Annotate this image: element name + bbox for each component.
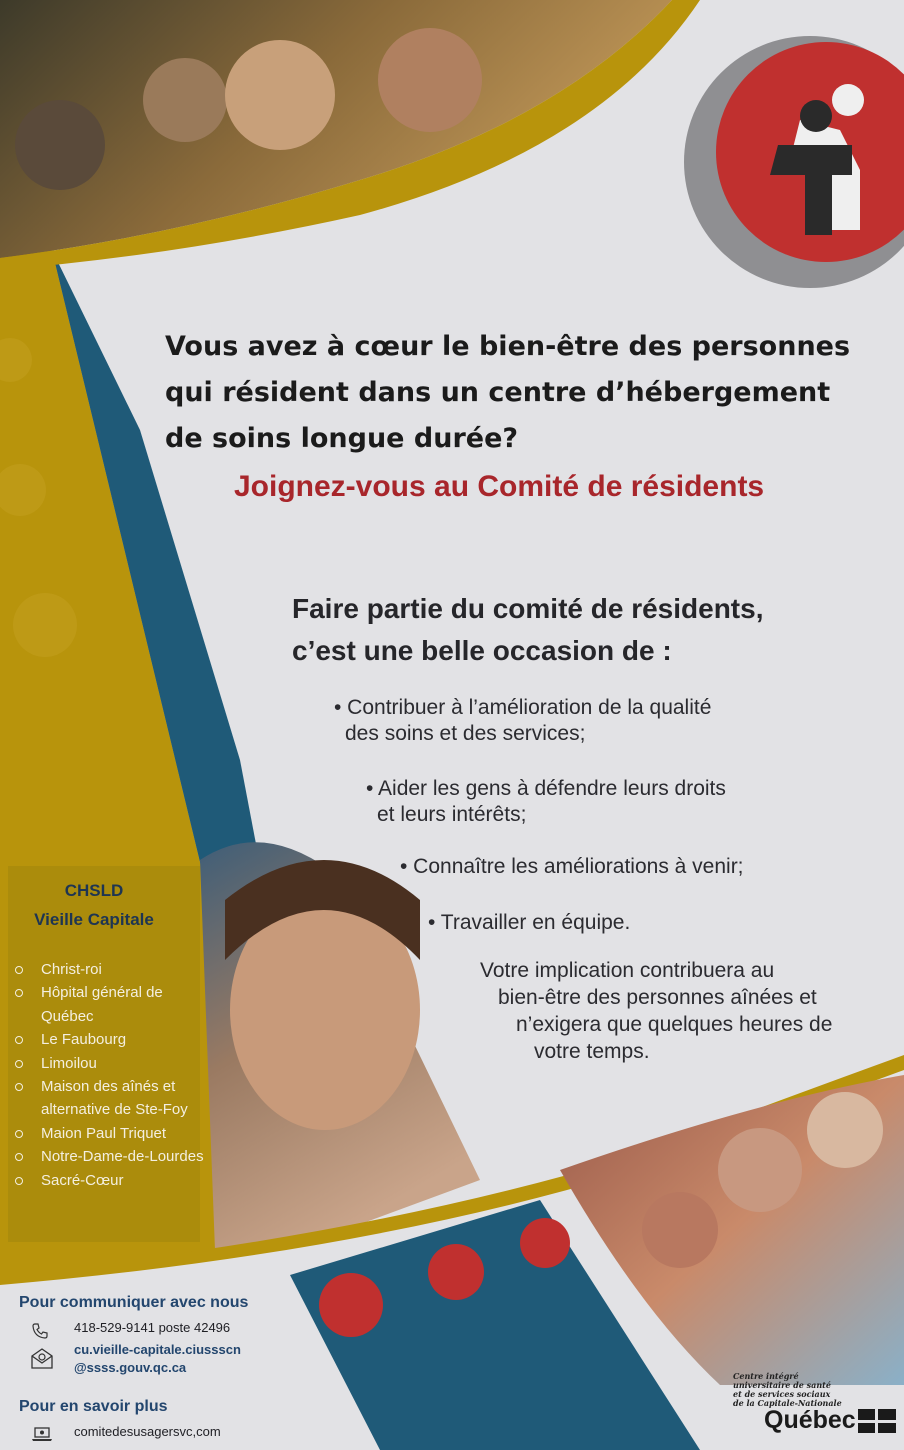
- site-item: Hôpital général de Québec: [14, 981, 204, 1028]
- email-icon: [30, 1346, 54, 1370]
- ring-bullet-icon: [15, 1060, 23, 1068]
- headline-line-1: Vous avez à cœur le bien-être des personnes: [165, 331, 851, 362]
- bullet-line: • Travailler en équipe.: [428, 911, 631, 934]
- email-line-1: cu.vieille-capitale.ciussscn: [74, 1342, 241, 1357]
- email-line-2: @ssss.gouv.qc.ca: [74, 1360, 187, 1375]
- subheading-line-1: Faire partie du comité de résidents,: [292, 593, 764, 624]
- ciusss-signature: Centre intégré universitaire de santé et de services sociaux de la Capitale-Nationale: [733, 1371, 842, 1408]
- ring-bullet-icon: [15, 1153, 23, 1161]
- chsld-title-line-1: CHSLD: [64, 881, 124, 900]
- bullet-line: • Connaître les améliorations à venir;: [400, 855, 744, 878]
- headline: [165, 324, 855, 462]
- quebec-flag-icon: [858, 1409, 896, 1433]
- ring-bullet-icon: [15, 1083, 23, 1091]
- closing-line: Votre implication contribuera au: [480, 959, 775, 982]
- bullet-line: • Contribuer à l’amélioration de la qualité: [334, 696, 712, 719]
- site-item: Maion Paul Triquet: [14, 1122, 204, 1145]
- more-info-heading: Pour en savoir plus: [19, 1398, 168, 1415]
- site-item: Le Faubourg: [14, 1028, 204, 1051]
- ring-bullet-icon: [15, 1177, 23, 1185]
- chsld-title-line-2: Vieille Capitale: [34, 910, 154, 929]
- site-item: Notre-Dame-de-Lourdes: [14, 1145, 204, 1168]
- bullet-item: [366, 776, 726, 828]
- red-dot-3: [520, 1218, 570, 1268]
- site-item: Sacré-Cœur: [14, 1169, 204, 1192]
- tagline: Joignez-vous au Comité de résidents: [234, 470, 765, 503]
- contact-heading: Pour communiquer avec nous: [19, 1294, 249, 1311]
- bullet-line: et leurs intérêts;: [377, 803, 527, 826]
- chsld-site-list: [14, 958, 204, 1192]
- website-link[interactable]: comitedesusagersvc,com: [74, 1424, 221, 1439]
- ring-bullet-icon: [15, 1130, 23, 1138]
- ring-bullet-icon: [15, 989, 23, 997]
- closing-line: n’exigera que quelques heures de: [516, 1013, 833, 1036]
- bullet-item: [400, 854, 744, 880]
- ring-bullet-icon: [15, 1036, 23, 1044]
- red-dot-2: [428, 1244, 484, 1300]
- headline-line-3: de soins longue durée?: [165, 423, 519, 454]
- headline-line-2: qui résident dans un centre d’hébergement: [165, 377, 831, 408]
- subheading: [292, 588, 763, 672]
- email-address[interactable]: [74, 1341, 241, 1377]
- bullet-item: [334, 695, 711, 747]
- subheading-line-2: c’est une belle occasion de :: [292, 635, 672, 666]
- ring-bullet-icon: [15, 966, 23, 974]
- laptop-icon: [31, 1426, 53, 1442]
- closing-line: bien-être des personnes aînées et: [498, 986, 817, 1009]
- site-item: Christ-roi: [14, 958, 204, 981]
- chsld-title: [8, 876, 180, 934]
- bullet-item: [428, 910, 630, 936]
- closing-line: votre temps.: [534, 1040, 650, 1063]
- red-dot-1: [319, 1273, 383, 1337]
- closing-paragraph: [480, 957, 880, 1065]
- bullet-line: des soins et des services;: [345, 722, 586, 745]
- bullet-line: • Aider les gens à défendre leurs droits: [366, 777, 726, 800]
- site-item: Limoilou: [14, 1052, 204, 1075]
- site-item: Maison des aînés et alternative de Ste-Foy: [14, 1075, 204, 1122]
- phone-number[interactable]: 418-529-9141 poste 42496: [74, 1320, 231, 1335]
- phone-icon: [31, 1322, 49, 1340]
- quebec-wordmark: Québec: [764, 1406, 856, 1434]
